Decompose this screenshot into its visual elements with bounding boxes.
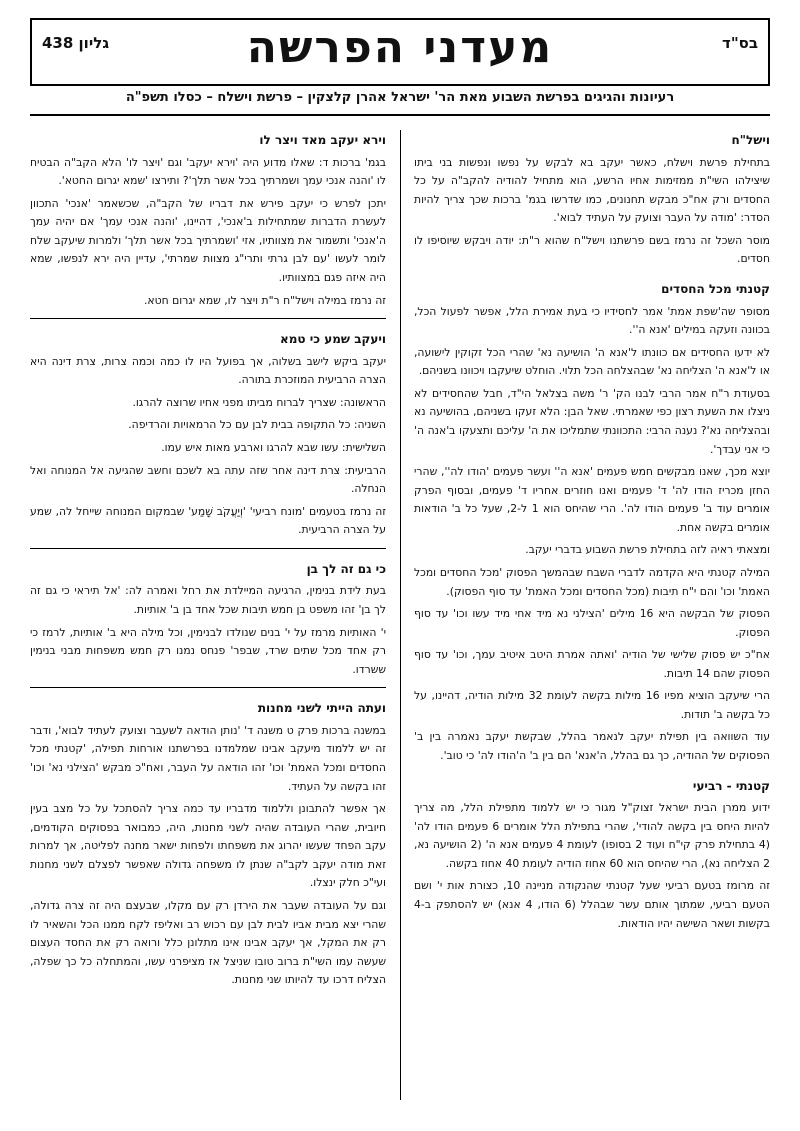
- section-heading: וירא יעקב מאד ויצר לו: [259, 133, 386, 147]
- section-paragraph: אך אפשר להתבונן וללמוד מדבריו עד כמה צריך להסתכל על כל מצב בעין חיובית, שהרי העובדה שהיה לשני מחנות, היה, כמבואר בפסוקים הקודמים, עקב הפחד שעשו יהרוג את משפחתו ולפחות ישאר מחנה לפליטה, אך למרות זאת מודה יעקב לקב"ה שנתן לו משפחה גדולה שאפשר לפצלם לשני מחנות ועי"כ חלק ינצלו.: [30, 802, 386, 890]
- column-divider: [400, 130, 401, 1100]
- newsletter-page: [30, 18, 770, 1113]
- section-paragraph: בעת לידת בנימין, הרגיעה המיילדת את רחל ואמרה לה: 'אל תיראי כי גם זה לך בן' זהו משפט בן חמש תיבות שכל אחד בן ב' אותיות.: [30, 584, 386, 616]
- section-paragraph: השלישית: עשו שבא להרגו וארבע מאות איש עמו.: [161, 441, 386, 454]
- section-paragraph: הרי שיעקב הוציא מפיו 16 מילות בקשה לעומת 32 מילות הודיה, דהיינו, על כל בקשה ב' תודות.: [414, 689, 770, 721]
- section-separator: [30, 318, 386, 319]
- section-paragraph: הרביעית: צרת דינה אחר שזה עתה בא לשכם וחשב שהגיעה אל המנוחה ואל הנחלה.: [30, 463, 386, 496]
- section-paragraph: הפסוק של הבקשה היא 16 מילים 'הצילני נא מיד אחי מיד עשו וכו' עד סוף הפסוק.: [414, 607, 771, 639]
- section-paragraph: לא ידעו החסידים אם כוונתו ל'אנא ה' הושיעה נא' שהרי הכל זקוקין לישועה, או ל'אנא ה' הצליחה נא' שבהצלחה הכל תלוי. הוחלט שיעקבו ויכוונו בשניהם.: [414, 345, 770, 378]
- section-paragraph: יתכן לפרש כי יעקב פירש את דבריו של הקב"ה, שכשאמר 'אנכי' התכוון לעשרת הדברות שמתחילות ב'אנכי', דהיינו, 'והנה אנכי עמך' אם יהיה עמך ה'אנכי' ותשמור את מצוותיו, אזי 'ושמרתיך בכל אשר תלך' ולמרות שיעקב שלח לומר לעשו 'עם לבן גרתי ותרי"ג מצוות שמרתי', עדיין היה ירא לנפשו, שמא היה איזה פגם במצוותיו.: [30, 196, 386, 284]
- section-paragraph: בסעודת ר"ח אמר הרבי לבנו הק' ר' משה בצלאל הי"ד, חבל שהחסידים לא ניצלו את השעת רצון כפי שאמרתי. שאל הבן: הלא זעקו בשניהם, בהושיעה נא ובהצליחה נא'? נענה הרבי: התכוונתי שתמליכו את ה' עליכם ותצעקו ב'אנה ה' כי אני עבדך'.: [414, 386, 770, 456]
- section-paragraph: אח"כ יש פסוק שלישי של הודיה 'ואתה אמרת היטב איטיב עמך, וכו' עד סוף הפסוק שהם 14 תיבות.: [414, 648, 770, 680]
- left-column: [30, 130, 386, 994]
- section-paragraph: במשנה ברכות פרק ט משנה ד' 'נותן הודאה לשעבר וצועק לעתיד לבוא', ודבר זה יש ללמוד מיעקב אבינו שמלמדנו בפרשתנו אורחות תפילה, 'קטנתי מכל החסדים ומכל האמת' וכו' זהו הודאה על העבר, ואח"כ מבקש 'הצילני נא' וכו' זהו בקשה על העתיד.: [30, 723, 386, 793]
- section-paragraph: עוד השוואה בין תפילת יעקב לנאמר בהלל, שבקשת יעקב נאמרה בין ב' הפסוקים של ההודיה, כך גם בהלל, ה'אנא' הם בין ב' ה'הודו לה' כי טוב'.: [414, 730, 770, 762]
- newsletter-title: מעדני הפרשה: [246, 22, 554, 73]
- section-heading: ועתה הייתי לשני מחנות: [257, 701, 386, 716]
- section-paragraph: מוסר השכל זה נרמז בשם פרשתנו וישל"ח שהוא ר"ת: יודה ויבקש שיוסיפו לו חסדים.: [414, 233, 770, 266]
- section-paragraph: י' האותיות מרמז על י' בנים שנולדו לבנימין, וכל מילה היא ב' אותיות, לרמז כי רק אחד מכל שתים שרד, שבפר' פנחס נמנו רק חמש משפחות מבני בנימין ששרדו.: [30, 625, 386, 676]
- title-box: [30, 18, 770, 86]
- section-paragraph: וגם על העובדה שעבר את הירדן רק עם מקלו, שבעצם היה זה צרה גדולה, שהרי יצא מבית אביו לבית לבן עם רכוש רב ואליפז לקח ממנו הכל והשאיר לו רק את המקל, אך יעקב אבינו אינו מתלונן כלל ורואה רק את החסד העצום שעשה עמו השי"ת ברוב טובו שניצל אז מציפרני עשו, והמתחלה כל כך שפלה, הצליח דרכו עד להיותו שני מחנות.: [30, 898, 386, 987]
- section-paragraph: זה נרמז במילה וישל"ח ר"ת ויצר לו, שמא יגרום חטא.: [143, 293, 386, 307]
- issue-number: גליון 438: [42, 34, 110, 52]
- section-paragraph: יוצא מכך, שאנו מבקשים חמש פעמים 'אנא ה'' ועשר פעמים 'הודו לה'', שהרי החזן מכריז הודו לה' ד' פעמים ואנו חוזרים אחריו ד' פעמים, ובסוף הפרק אומרים עוד ב' פעמים הודו לה'. הרי שהיחס הוא 1 ל-2, שעל כל ב' הודאות אומרים בקשה אחת.: [414, 465, 771, 534]
- section-paragraph: ומצאתי ראיה לזה בתחילת פרשת השבוע בדברי יעקב.: [525, 543, 770, 557]
- section-paragraph: השניה: כל התקופה בבית לבן עם כל הרמאויות והרדיפה.: [128, 418, 386, 432]
- section-heading: קטנתי - רביעי: [692, 778, 770, 793]
- section-paragraph: יעקב ביקש לישב בשלוה, אך בפועל היו לו כמה וכמה צרות, צרת דינה היא הצרה הרביעית המוזכרת בתורה.: [30, 354, 386, 387]
- masthead: [30, 18, 770, 118]
- section-paragraph: המילה קטנתי היא הקדמה לדברי השבח שבהמשך הפסוק 'מכל החסדים ומכל האמת' וכו' והם י"ח תיבות (מכל החסדים ומכל האמת' עד סוף הפסוק).: [414, 565, 770, 598]
- section-paragraph: בתחילת פרשת וישלח, כאשר יעקב בא לבקש על נפשו ונפשות בני ביתו שיצילהו השי"ת ממזימות אחיו הרשע, הוא מתחיל להודיה להקב"ה על כל החסדים ורק אח"כ מבקש תחנונים, כמו שדרשו בגמ' ברכות שכך צריך להיות הסדר: 'מודה על העבר וצועק על העתיד לבוא'.: [414, 155, 770, 225]
- section-paragraph: זה מרומז בטעם רביעי שעל קטנתי שהנקודה מניינה 10, כצורת אות י' ושם הטעם רביעי, שמתוך אותם עשר שבהלל (6 הודו, 4 אנא) יש להסתפק ב-4 בקשות ושאר השישה יהיו הודאות.: [414, 879, 770, 930]
- section-paragraph: בגמ' ברכות ד: שאלו מדוע היה 'וירא יעקב' וגם 'ויצר לו' הלא הקב"ה הבטיח לו 'והנה אנכי עמך ושמרתיך בכל אשר תלך'? ותירצו 'שמא יגרום החטא'.: [30, 155, 386, 188]
- section-heading: כי גם זה לך בן: [306, 561, 386, 576]
- section-heading: ויעקב שמע כי טמא: [279, 332, 386, 347]
- corner-label-right: בס"ד: [722, 34, 758, 52]
- newsletter-subtitle: רעיונות והגיגים בפרשת השבוע מאת הר' ישראל אהרן קלצקין – פרשת וישלח – כסלו תשפ"ה: [125, 90, 675, 105]
- section-paragraph: ידוע ממרן הבית ישראל זצוק"ל מגור כי יש ללמוד מתפילת הלל, מה צריך להיות היחס בין בקשה להודי', שהרי בתפילת הלל אומרים 6 פעמים הודו לה' (4 בתחילת פרק קי"ח ועוד 2 בסופו) לעומת 4 פעמים אנא ה' (2 הושיעה נא, 2 הצליחה נא), הרי שהיחס הוא 60 אחוז הודיה לעומת 40 אחוז בקשה.: [414, 801, 771, 870]
- section-separator: [30, 687, 386, 688]
- section-paragraph: מסופר שה'שפת אמת' אמר לחסידיו כי בעת אמירת הלל, אפשר לפעול הכל, בכוונה וזעקה במילים 'אנא ה''.: [414, 304, 770, 337]
- section-heading: וישל"ח: [731, 133, 770, 147]
- section-paragraph: זה נרמז בטעמים 'מונח רביעי' 'וְיַעֲקֹב שָׁמַע' שבמקום המנוחה שייחל לה, שמע על הצרה הרביעית.: [30, 504, 386, 537]
- section-separator: [30, 548, 386, 549]
- section-paragraph: הראשונה: שצריך לברוח מביתו מפני אחיו שרוצה להרגו.: [132, 395, 386, 409]
- article-columns: [30, 130, 770, 1110]
- right-column: [414, 130, 770, 937]
- section-heading: קטנתי מכל החסדים: [661, 282, 770, 296]
- header-rule: [30, 114, 770, 116]
